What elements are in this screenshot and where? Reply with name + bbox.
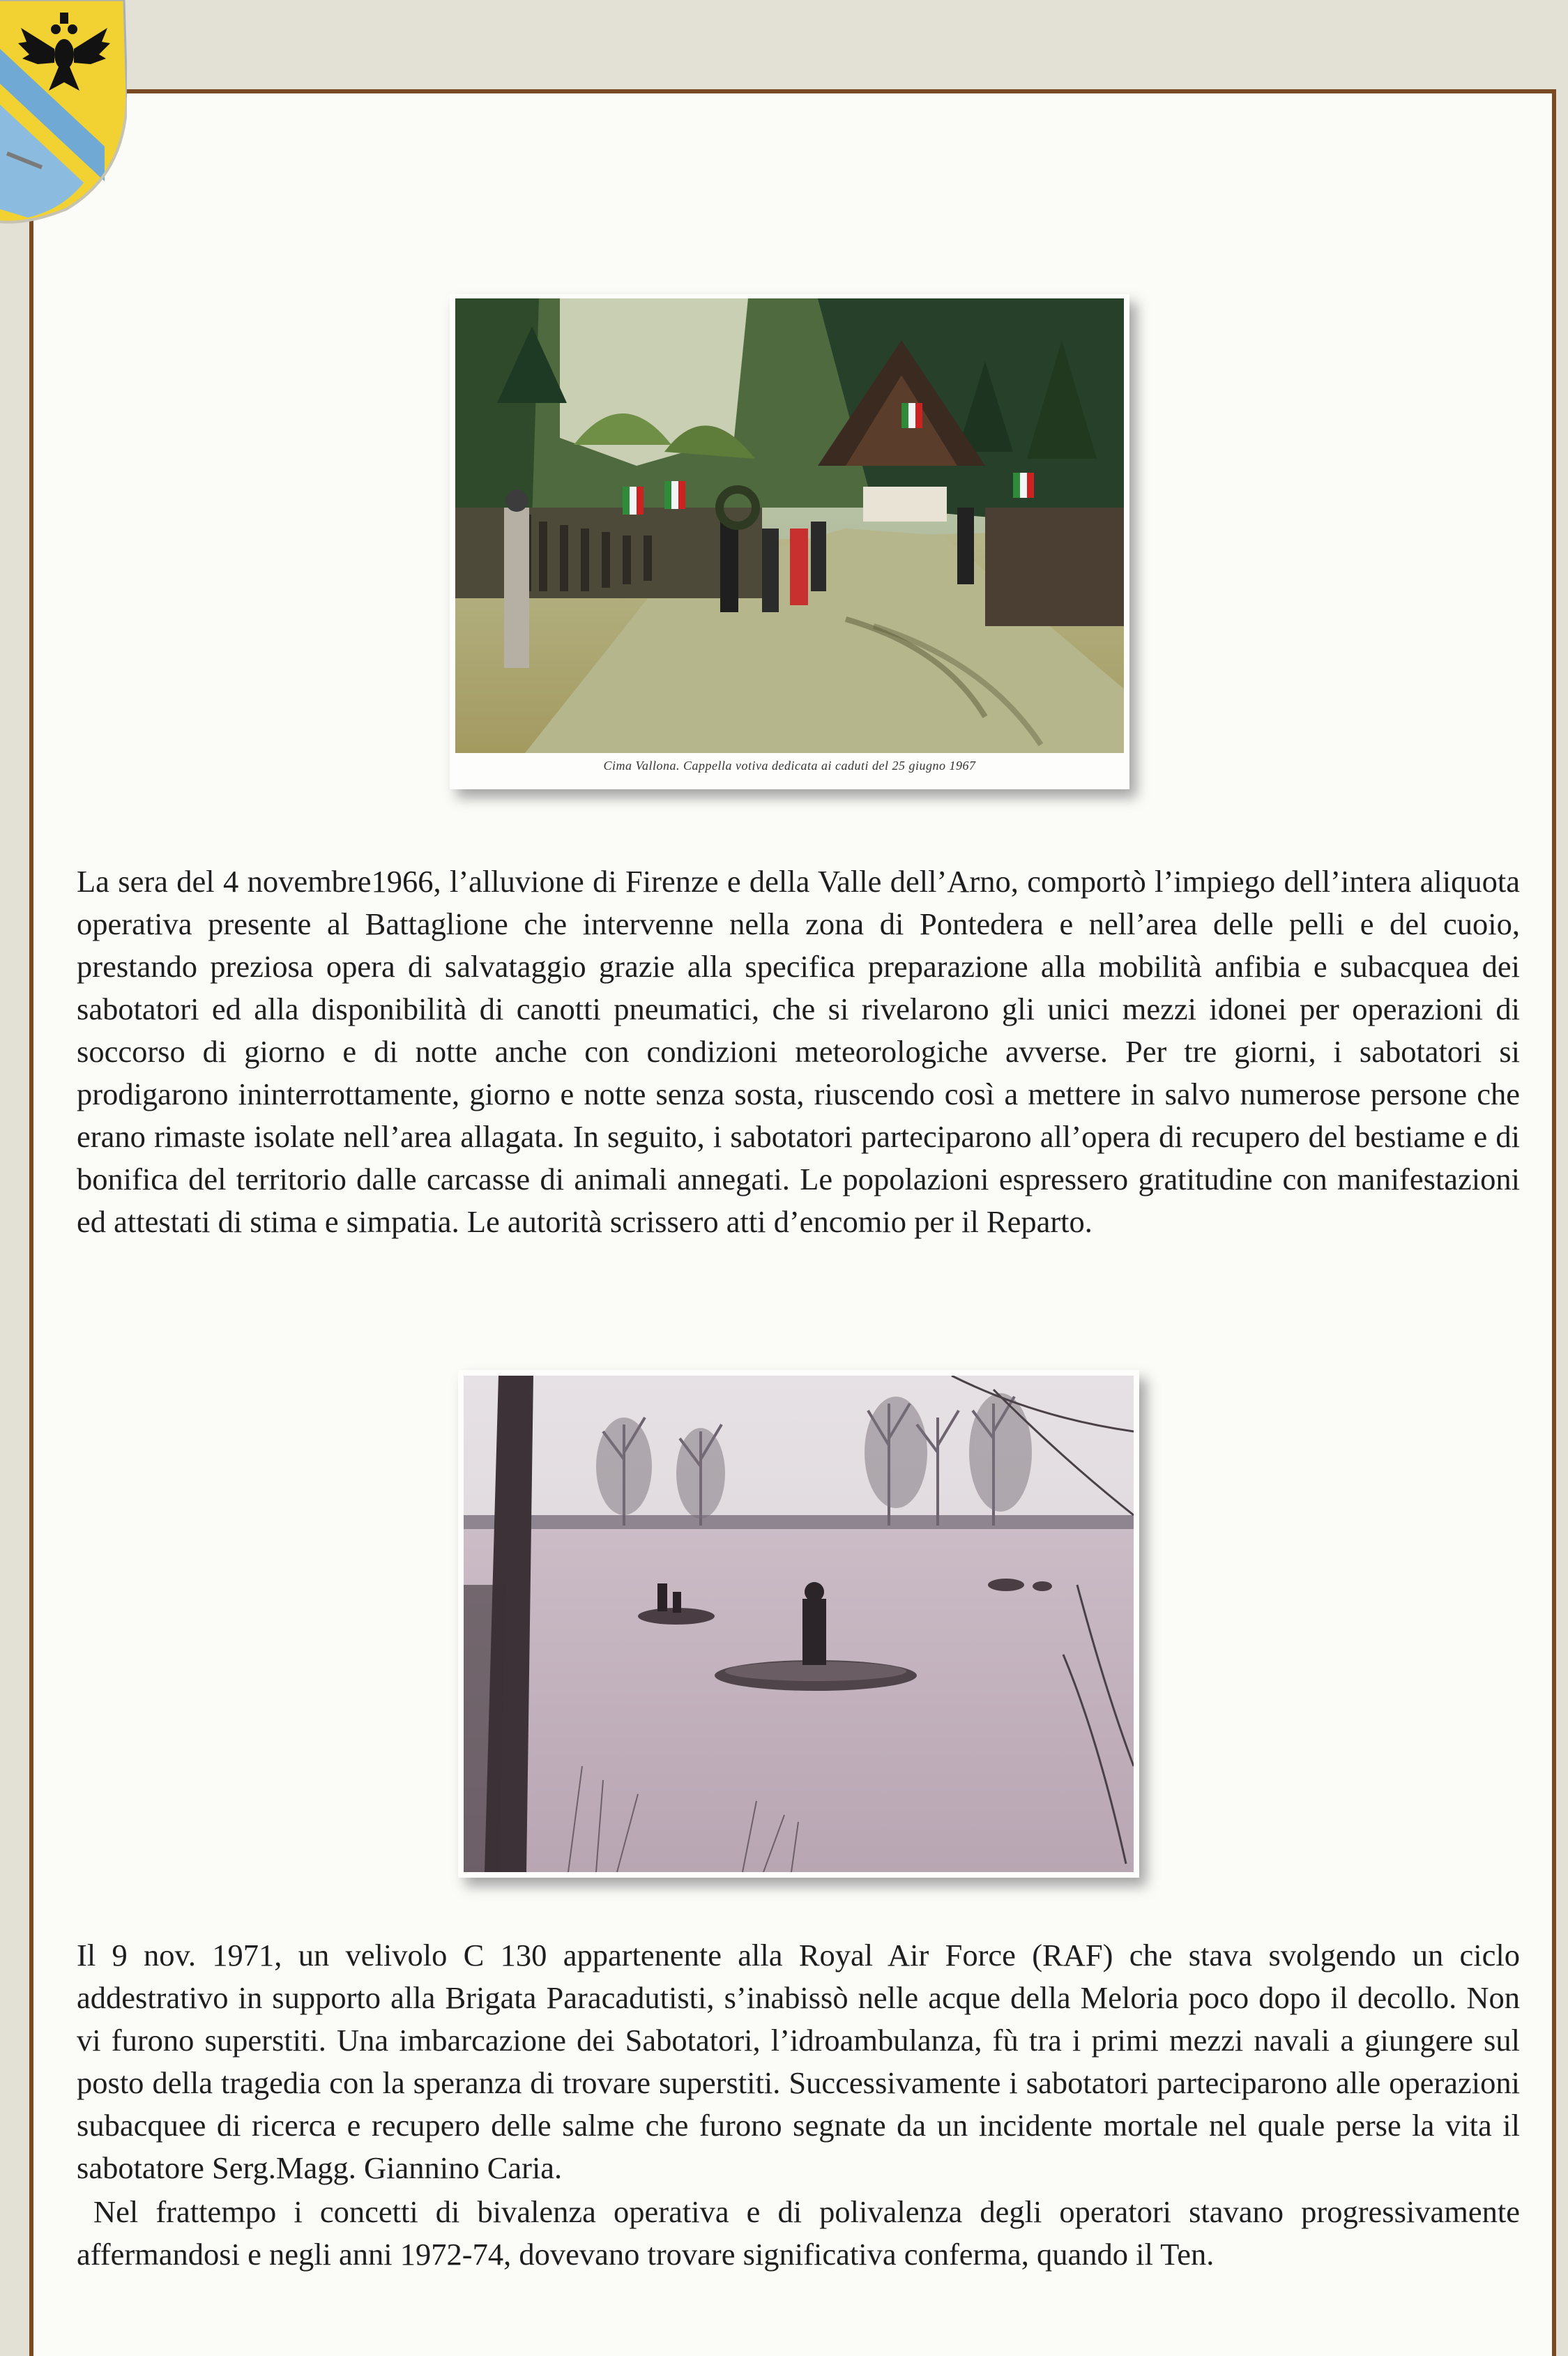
paragraph-flood-1966: La sera del 4 novembre1966, l’alluvione di Firenze e della Valle dell’Arno, comportò l’impiego dell’intera aliquota operativa presente al Battaglione che intervenne nella zona di Pontedera e nell’area delle pelli e del cuoio, prestando preziosa opera di salvataggio grazie alla specifica preparazione alla mobilità anfibia e subacquea dei sabotatori ed alla disponibilità di canotti pneumatici, che si rivelarono gli unici mezzi idonei per operazioni di soccorso di giorno e di notte anche con condizioni meteorologiche avverse. Per tre giorni, i sabotatori si prodigarono ininterrottamente, giorno e notte senza sosta, riuscendo così a mettere in salvo numerose persone che erano rimaste isolate nell’area allagata. In seguito, i sabotatori parteciparono all’opera di recupero del bestiame e di bonifica del territorio dalle carcasse di animali annegati. Le popolazioni espressero gratitudine con manifestazioni ed attestati di stima e simpatia. Le autorità scrissero atti d’encomio per il Reparto. — [77, 864, 1520, 1239]
photo-caption: Cima Vallona. Cappella votiva dedicata ai caduti del 25 giugno 1967 — [603, 759, 976, 773]
paragraph-c130-1971: Il 9 nov. 1971, un velivolo C 130 appartenente alla Royal Air Force (RAF) che stava svolgendo un ciclo addestrativo in supporto alla Brigata Paracadutisti, s’inabissò nelle acque della Meloria poco dopo il decollo. Non vi furono superstiti. Una imbarcazione dei Sabotatori, l’idroambulanza, fù tra i primi mezzi navali a giungere sul posto della tragedia con la speranza di trovare superstiti. Successivamente i sabotatori parteciparono alle operazioni subacquee di ricerca e recupero delle salme che furono segnate da un incidente mortale nel quale perse la vita il sabotatore Serg.Magg. Giannino Caria. — [77, 1938, 1520, 2185]
ceremony-photo — [450, 294, 1129, 789]
ceremony-photo-image — [455, 298, 1124, 753]
flood-rescue-photo — [458, 1370, 1139, 1878]
paragraph-bivalenza: Nel frattempo i concetti di bivalenza operativa e di polivalenza degli operatori stavano progressivamente affermandosi e negli anni 1972-74, dovevano trovare significativa conferma, quando il Ten. — [77, 2194, 1520, 2272]
coat-of-arms-emblem — [0, 0, 127, 225]
flood-rescue-photo-image — [464, 1376, 1134, 1872]
